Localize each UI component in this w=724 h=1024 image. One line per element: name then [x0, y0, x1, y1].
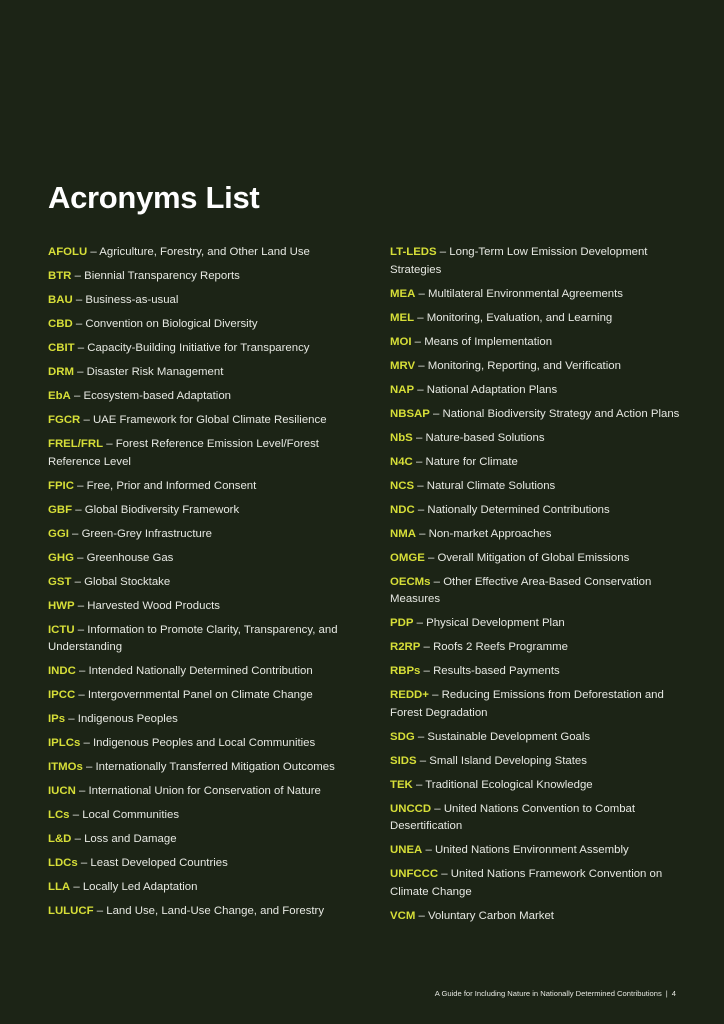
- acronym-definition: International Union for Conservation of Nature: [88, 785, 321, 797]
- acronym-entry: [390, 454, 690, 472]
- acronym-dash: –: [412, 778, 426, 791]
- acronym-dash: –: [75, 665, 89, 677]
- acronym-abbr: FREL/FRL: [48, 438, 104, 450]
- acronym-dash: –: [74, 599, 88, 612]
- acronym-dash: –: [71, 575, 85, 588]
- acronym-entry: [48, 903, 348, 921]
- acronym-definition: Business-as-usual: [85, 294, 179, 306]
- acronym-dash: –: [438, 868, 451, 880]
- acronym-entry: [390, 358, 690, 376]
- acronym-abbr: AFOLU: [48, 246, 88, 258]
- acronym-abbr: SIDS: [390, 754, 417, 767]
- acronym-abbr: CBIT: [48, 342, 75, 354]
- acronym-definition: UAE Framework for Global Climate Resilience: [92, 414, 327, 426]
- acronym-dash: –: [70, 390, 84, 402]
- acronym-abbr: NDC: [390, 503, 415, 516]
- acronym-definition: Non-market Approaches: [428, 527, 552, 540]
- acronym-dash: –: [77, 857, 91, 869]
- acronym-definition: Sustainable Development Goals: [427, 730, 591, 743]
- acronym-abbr: GBF: [48, 503, 73, 516]
- acronym-abbr: OMGE: [390, 551, 425, 564]
- acronym-list-left: [48, 244, 348, 927]
- acronym-dash: –: [70, 881, 83, 893]
- acronym-entry: [48, 598, 348, 616]
- acronym-entry: [48, 783, 348, 801]
- acronym-dash: –: [414, 503, 428, 516]
- acronym-definition: United Nations Environment Assembly: [434, 844, 629, 856]
- acronym-abbr: PDP: [390, 617, 414, 629]
- acronym-dash: –: [68, 527, 82, 540]
- acronym-definition: Free, Prior and Informed Consent: [86, 479, 257, 492]
- acronym-definition: Monitoring, Evaluation, and Learning: [426, 311, 613, 324]
- acronym-list-right: [390, 244, 690, 932]
- acronym-dash: –: [74, 342, 88, 354]
- acronym-dash: –: [72, 294, 86, 306]
- acronym-definition: Global Stocktake: [84, 575, 171, 588]
- acronym-definition: Other Effective Area-Based Conservation Measures: [390, 575, 652, 605]
- acronym-definition: Local Communities: [82, 809, 180, 821]
- acronym-abbr: LLA: [48, 881, 71, 893]
- acronym-dash: –: [103, 438, 116, 450]
- acronym-dash: –: [411, 335, 425, 348]
- acronym-abbr: GHG: [48, 551, 74, 564]
- acronym-entry: [390, 550, 690, 568]
- acronym-definition: Disaster Risk Management: [86, 366, 224, 378]
- acronym-definition: Physical Development Plan: [426, 617, 565, 629]
- acronym-definition: Overall Mitigation of Global Emissions: [437, 551, 630, 564]
- acronym-entry: [390, 382, 690, 400]
- acronym-definition: Roofs 2 Reefs Programme: [433, 641, 568, 653]
- acronym-dash: –: [416, 754, 430, 767]
- acronym-dash: –: [415, 287, 428, 300]
- acronym-abbr: BTR: [48, 270, 72, 282]
- acronym-definition: United Nations Convention to Combat Desertification: [390, 802, 636, 832]
- acronym-definition: Intended Nationally Determined Contribution: [88, 665, 313, 677]
- acronym-definition: Intergovernmental Panel on Climate Change: [87, 689, 313, 701]
- acronym-abbr: MEA: [390, 287, 416, 300]
- acronym-abbr: L&D: [48, 833, 72, 845]
- footer-separator: |: [665, 989, 668, 998]
- acronym-definition: Monitoring, Reporting, and Verification: [427, 359, 621, 372]
- acronym-entry: [390, 687, 690, 722]
- acronym-dash: –: [422, 844, 435, 856]
- acronym-abbr: LDCs: [48, 857, 78, 869]
- acronym-abbr: ITMOs: [48, 761, 83, 773]
- acronym-definition: Traditional Ecological Knowledge: [425, 778, 593, 791]
- acronym-abbr: MEL: [390, 311, 415, 324]
- acronym-entry: [390, 801, 690, 836]
- acronym-abbr: UNCCD: [390, 802, 432, 815]
- acronym-definition: Results-based Payments: [433, 665, 560, 677]
- acronym-definition: Convention on Biological Diversity: [85, 318, 258, 330]
- acronym-dash: –: [82, 761, 96, 773]
- acronym-entry: [390, 639, 690, 657]
- acronym-entry: [48, 412, 348, 430]
- acronym-entry: [390, 842, 690, 860]
- acronym-abbr: MRV: [390, 359, 416, 372]
- acronym-definition: Land Use, Land-Use Change, and Forestry: [106, 905, 325, 917]
- acronym-abbr: GST: [48, 575, 72, 588]
- footer-text: A Guide for Including Nature in Nationally Determined Contributions: [434, 989, 662, 998]
- acronym-entry: [390, 526, 690, 544]
- acronym-dash: –: [75, 689, 88, 701]
- acronym-abbr: IPs: [48, 713, 66, 725]
- acronym-abbr: NMA: [390, 527, 416, 540]
- acronym-entry: [48, 622, 348, 657]
- acronym-definition: Nationally Determined Contributions: [427, 503, 610, 516]
- acronym-dash: –: [69, 809, 83, 821]
- acronym-dash: –: [71, 833, 85, 845]
- acronym-entry: [48, 292, 348, 310]
- acronym-dash: –: [429, 407, 443, 420]
- acronym-dash: –: [72, 318, 86, 330]
- acronym-abbr: OECMs: [390, 575, 431, 588]
- acronym-abbr: LT-LEDS: [390, 246, 437, 258]
- acronym-abbr: BAU: [48, 294, 73, 306]
- acronym-dash: –: [420, 641, 434, 653]
- acronym-dash: –: [415, 527, 429, 540]
- acronym-dash: –: [431, 802, 444, 815]
- acronym-abbr: INDC: [48, 665, 76, 677]
- acronym-abbr: CBD: [48, 318, 73, 330]
- acronym-dash: –: [414, 311, 427, 324]
- acronym-definition: Information to Promote Clarity, Transparency, and Understanding: [48, 623, 338, 653]
- acronym-dash: –: [73, 479, 87, 492]
- acronym-dash: –: [73, 366, 87, 378]
- acronym-definition: Internationally Transferred Mitigation Outcomes: [95, 761, 335, 773]
- acronym-dash: –: [428, 689, 442, 701]
- acronym-entry: [390, 729, 690, 747]
- acronym-abbr: IUCN: [48, 785, 76, 797]
- acronym-abbr: IPLCs: [48, 737, 81, 749]
- acronym-dash: –: [72, 503, 85, 516]
- acronym-definition: Global Biodiversity Framework: [84, 503, 240, 516]
- acronym-abbr: R2RP: [390, 641, 421, 653]
- acronym-abbr: ICTU: [48, 623, 75, 636]
- acronym-definition: Long-Term Low Emission Development Strategies: [390, 246, 648, 276]
- acronym-abbr: DRM: [48, 366, 74, 378]
- acronym-entry: [48, 711, 348, 729]
- acronym-definition: Small Island Developing States: [429, 754, 587, 767]
- page-title: Acronyms List: [48, 180, 260, 215]
- acronym-entry: [48, 831, 348, 849]
- acronym-definition: Ecosystem-based Adaptation: [83, 390, 232, 402]
- acronym-entry: [48, 735, 348, 753]
- acronym-definition: Means of Implementation: [424, 335, 553, 348]
- acronym-entry: [390, 777, 690, 795]
- acronym-definition: Indigenous Peoples and Local Communities: [92, 737, 316, 749]
- page-footer: [435, 989, 676, 998]
- acronym-entry: [48, 687, 348, 705]
- acronym-dash: –: [414, 730, 428, 743]
- acronym-dash: –: [73, 551, 87, 564]
- acronym-entry: [390, 753, 690, 771]
- acronym-entry: [390, 663, 690, 681]
- acronym-entry: [48, 364, 348, 382]
- acronym-entry: [48, 663, 348, 681]
- acronym-definition: Green-Grey Infrastructure: [81, 527, 212, 540]
- acronym-abbr: HWP: [48, 599, 75, 612]
- acronym-definition: Voluntary Carbon Market: [427, 909, 554, 922]
- acronym-entry: [390, 334, 690, 352]
- acronym-abbr: N4C: [390, 455, 413, 468]
- acronym-entry: [390, 244, 690, 279]
- acronym-definition: Nature for Climate: [425, 455, 518, 468]
- acronym-dash: –: [71, 270, 85, 282]
- acronym-entry: [48, 502, 348, 520]
- acronym-abbr: NbS: [390, 431, 413, 444]
- acronym-definition: National Adaptation Plans: [426, 383, 558, 396]
- acronym-entry: [390, 908, 690, 926]
- acronym-abbr: NCS: [390, 479, 415, 492]
- acronym-abbr: TEK: [390, 778, 413, 791]
- acronym-definition: Reducing Emissions from Deforestation and Forest Degradation: [390, 689, 664, 719]
- acronym-entry: [48, 388, 348, 406]
- acronym-definition: United Nations Framework Convention on Climate Change: [390, 868, 663, 898]
- acronym-entry: [390, 574, 690, 609]
- acronym-abbr: REDD+: [390, 689, 429, 701]
- acronym-entry: [390, 406, 690, 424]
- acronym-entry: [390, 502, 690, 520]
- acronym-definition: Forest Reference Emission Level/Forest Reference Level: [48, 438, 319, 468]
- acronym-abbr: FPIC: [48, 479, 74, 492]
- acronym-entry: [48, 759, 348, 777]
- acronym-abbr: VCM: [390, 909, 416, 922]
- acronym-entry: [390, 478, 690, 496]
- acronym-abbr: UNFCCC: [390, 868, 439, 880]
- acronym-abbr: LULUCF: [48, 905, 94, 917]
- acronym-dash: –: [93, 905, 107, 917]
- acronym-definition: Biennial Transparency Reports: [84, 270, 240, 282]
- acronym-entry: [390, 430, 690, 448]
- acronym-abbr: NAP: [390, 383, 415, 396]
- acronym-entry: [390, 615, 690, 633]
- acronym-abbr: EbA: [48, 390, 71, 402]
- acronym-dash: –: [424, 551, 438, 564]
- acronym-entry: [48, 574, 348, 592]
- acronym-entry: [48, 316, 348, 334]
- acronym-definition: Harvested Wood Products: [87, 599, 220, 612]
- acronym-dash: –: [80, 414, 93, 426]
- acronym-definition: Capacity-Building Initiative for Transparency: [87, 342, 310, 354]
- acronym-abbr: NBSAP: [390, 407, 430, 420]
- acronym-abbr: IPCC: [48, 689, 76, 701]
- acronym-abbr: UNEA: [390, 844, 423, 856]
- acronym-entry: [48, 268, 348, 286]
- acronym-abbr: FGCR: [48, 414, 81, 426]
- acronym-dash: –: [415, 359, 428, 372]
- acronym-definition: Loss and Damage: [84, 833, 177, 845]
- acronym-definition: Greenhouse Gas: [86, 551, 174, 564]
- acronym-dash: –: [75, 785, 89, 797]
- acronym-definition: National Biodiversity Strategy and Action Plans: [442, 407, 680, 420]
- acronym-definition: Least Developed Countries: [90, 857, 228, 869]
- acronym-entry: [48, 807, 348, 825]
- acronym-dash: –: [414, 479, 427, 492]
- acronym-definition: Natural Climate Solutions: [426, 479, 556, 492]
- acronym-entry: [48, 550, 348, 568]
- acronym-entry: [48, 855, 348, 873]
- acronym-entry: [390, 286, 690, 304]
- acronym-dash: –: [412, 455, 426, 468]
- acronym-dash: –: [414, 383, 427, 396]
- acronym-dash: –: [430, 575, 444, 588]
- acronym-dash: –: [412, 431, 426, 444]
- acronym-entry: [390, 866, 690, 901]
- acronym-dash: –: [415, 909, 428, 922]
- acronym-dash: –: [413, 617, 427, 629]
- page-number: 4: [671, 989, 676, 998]
- acronym-definition: Locally Led Adaptation: [82, 881, 198, 893]
- acronym-abbr: MOI: [390, 335, 412, 348]
- acronym-abbr: SDG: [390, 730, 415, 743]
- acronym-abbr: RBPs: [390, 665, 421, 677]
- acronym-definition: Multilateral Environmental Agreements: [427, 287, 623, 300]
- acronym-definition: Agriculture, Forestry, and Other Land Use: [99, 246, 310, 258]
- acronym-definition: Nature-based Solutions: [425, 431, 545, 444]
- acronym-dash: –: [436, 246, 450, 258]
- acronym-entry: [48, 526, 348, 544]
- acronym-definition: Indigenous Peoples: [77, 713, 178, 725]
- acronym-entry: [48, 340, 348, 358]
- acronym-dash: –: [87, 246, 100, 258]
- acronym-dash: –: [80, 737, 93, 749]
- acronym-entry: [390, 310, 690, 328]
- acronym-entry: [48, 478, 348, 496]
- acronym-dash: –: [420, 665, 434, 677]
- acronym-abbr: LCs: [48, 809, 70, 821]
- acronym-abbr: GGI: [48, 527, 69, 540]
- acronym-dash: –: [65, 713, 78, 725]
- acronym-entry: [48, 879, 348, 897]
- acronym-dash: –: [74, 623, 88, 636]
- acronym-entry: [48, 244, 348, 262]
- acronym-entry: [48, 436, 348, 471]
